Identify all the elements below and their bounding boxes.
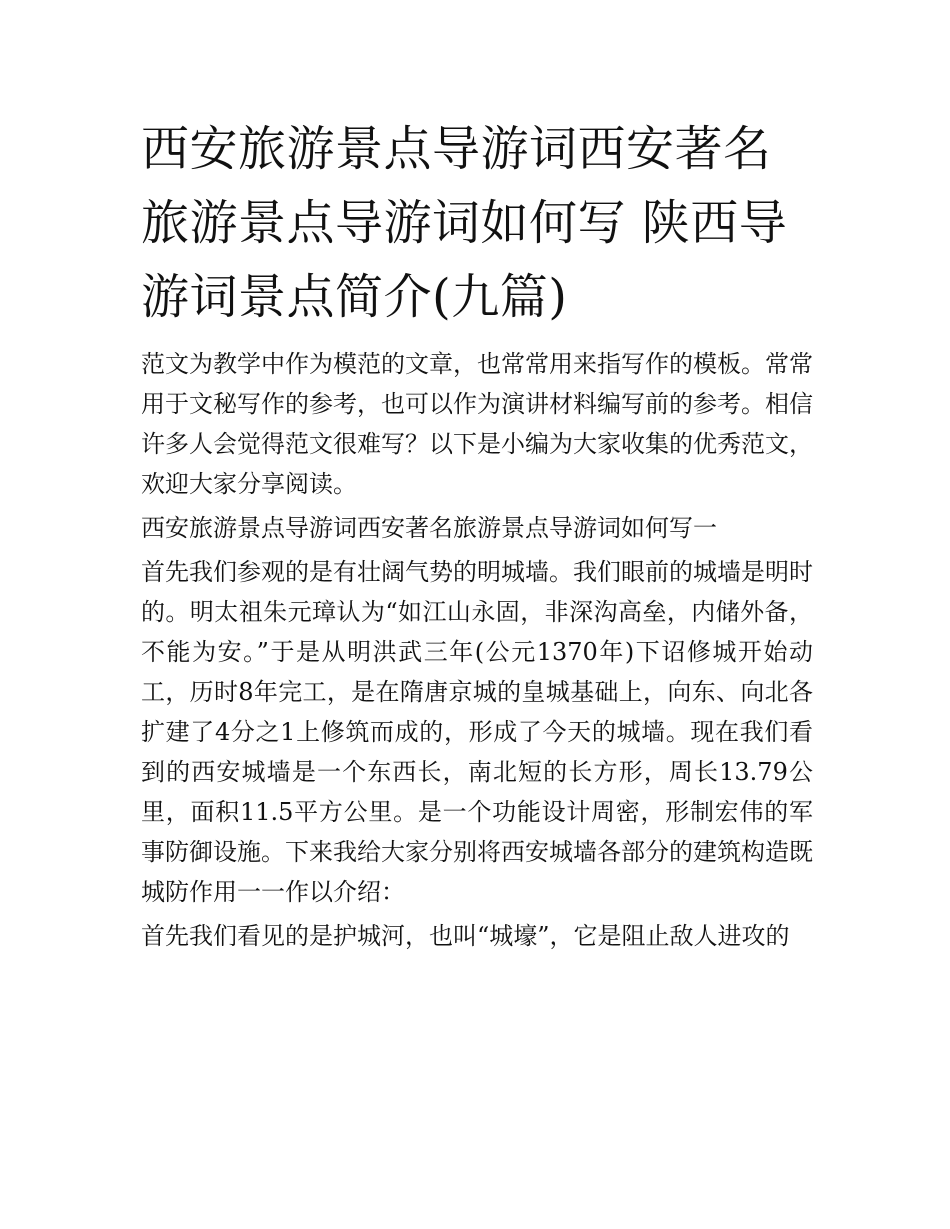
section-heading: 西安旅游景点导游词西安著名旅游景点导游词如何写一 — [141, 514, 717, 542]
document-page — [141, 112, 813, 956]
body-paragraph-1: 首先我们参观的是有壮阔气势的明城墙。我们眼前的城墙是明时的。明太祖朱元璋认为“如江山永固，非深沟高垒，内储外备，不能为安。”于是从明洪武三年(公元1370年)下诏修城开始动工，历时8年完工，是在隋唐京城的皇城基础上，向东、向北各扩建了4分之1上修筑而成的，形成了今天的城墙。现在我们看到的西安城墙是一个东西长，南北短的长方形，周长13.79公里，面积11.5平方公里。是一个功能设计周密，形制宏伟的军事防御设施。下来我给大家分别将西安城墙各部分的建筑构造既城防作用一一作以介绍： — [141, 558, 813, 906]
intro-paragraph: 范文为教学中作为模范的文章，也常常用来指写作的模板。常常用于文秘写作的参考，也可以作为演讲材料编写前的参考。相信许多人会觉得范文很难写？以下是小编为大家收集的优秀范文，欢迎大家分享阅读。 — [141, 350, 813, 498]
document-title: 西安旅游景点导游词西安著名旅游景点导游词如何写 陕西导游词景点简介(九篇) — [141, 121, 788, 325]
body-paragraph-2: 首先我们看见的是护城河，也叫“城壕”，它是阻止敌人进攻的 — [141, 922, 790, 950]
